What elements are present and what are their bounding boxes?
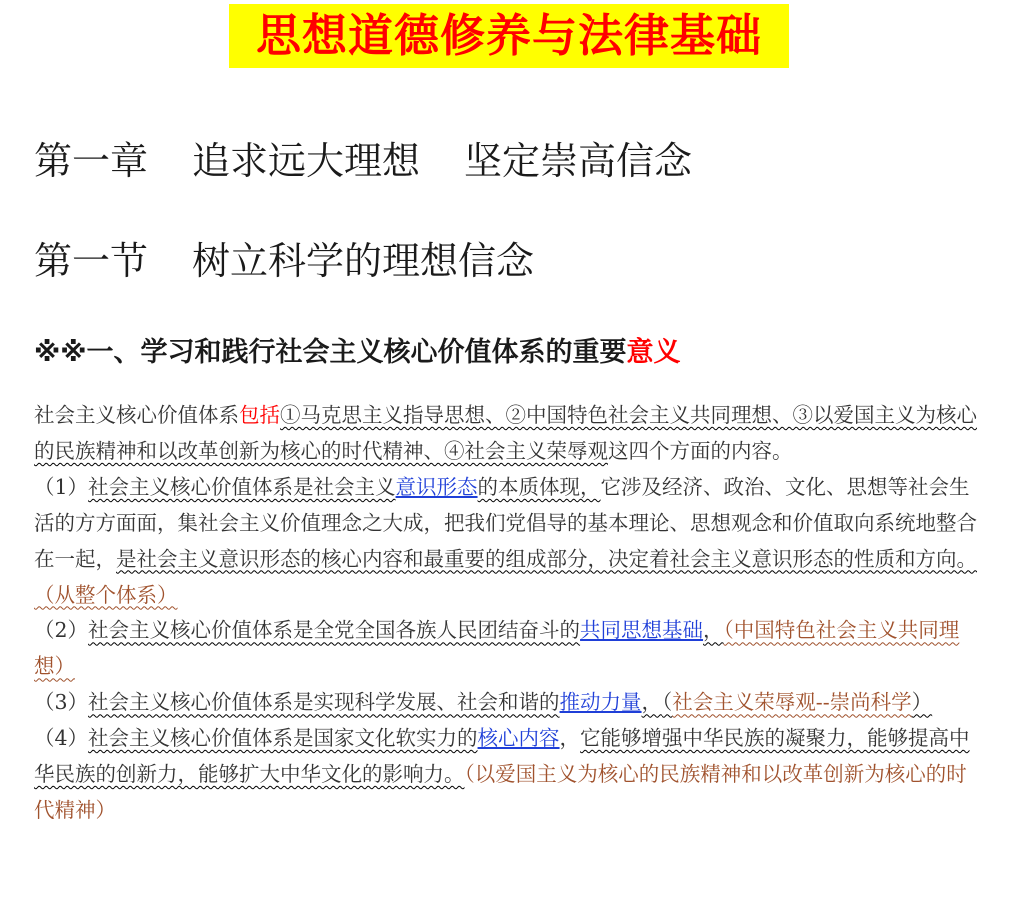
subheading bbox=[34, 333, 681, 373]
point-index: （3） bbox=[34, 690, 89, 715]
point-statement: 社会主义核心价值体系是全党全国各族人民团结奋斗的 bbox=[88, 618, 581, 643]
point-index: （4） bbox=[34, 726, 89, 751]
point-statement-end: ， bbox=[641, 690, 663, 715]
point-explanation: 它涉及经济、政治、文化、思想等社会生活的方方面面，集社会主义价值理念之大成，把我们党倡导的基本理论、思想观念和价值取向系统地整合在一起， bbox=[34, 474, 977, 571]
section-number: 第一节 bbox=[34, 239, 149, 283]
body-text bbox=[34, 398, 984, 829]
point-index: （1） bbox=[34, 474, 89, 499]
point-statement-end: 的本质体现， bbox=[477, 474, 601, 499]
point-note-close: ） bbox=[911, 690, 933, 715]
chapter-heading bbox=[34, 136, 692, 186]
chapter-number: 第一章 bbox=[34, 139, 149, 183]
point-1 bbox=[34, 470, 984, 614]
section-title: 树立科学的理想信念 bbox=[192, 239, 535, 283]
intro-verb: 包括 bbox=[239, 403, 280, 427]
point-statement: 社会主义核心价值体系是国家文化软实力的 bbox=[88, 726, 478, 751]
intro-list: ①马克思主义指导思想、②中国特色社会主义共同理想、③以爱国主义为核心的民族精神和以改革创新为核心的时代精神、④社会主义荣辱观 bbox=[34, 403, 977, 463]
point-statement-end: ， bbox=[703, 618, 724, 643]
point-4 bbox=[34, 721, 984, 829]
point-index: （2） bbox=[34, 618, 89, 643]
intro-lead: 社会主义核心价值体系 bbox=[34, 403, 239, 427]
point-key-term: 核心内容 bbox=[477, 726, 560, 751]
point-3 bbox=[34, 685, 984, 721]
point-statement: 社会主义核心价值体系是社会主义 bbox=[88, 474, 396, 499]
subheading-text: ※※一、学习和践行社会主义核心价值体系的重要 bbox=[34, 337, 627, 368]
subheading-highlight: 意义 bbox=[626, 337, 681, 368]
section-heading bbox=[34, 236, 534, 286]
point-key-term: 意识形态 bbox=[395, 474, 478, 499]
point-key-term: 推动力量 bbox=[559, 690, 642, 715]
point-statement-end: ， bbox=[559, 726, 581, 751]
point-statement: 社会主义核心价值体系是实现科学发展、社会和谐的 bbox=[88, 690, 560, 715]
chapter-title-part2: 坚定崇高信念 bbox=[464, 139, 693, 183]
point-note: （中国特色社会主义共同理想） bbox=[34, 618, 960, 679]
intro-paragraph bbox=[34, 398, 984, 470]
point-explanation: 它能够增强中华民族的凝聚力，能够提高中华民族的创新力，能够扩大中华文化的影响力。 bbox=[34, 726, 970, 787]
point-note: （以爱国主义为核心的民族精神和以改革创新为核心的时代精神） bbox=[34, 762, 967, 822]
intro-tail: 这四个方面的内容。 bbox=[608, 438, 793, 463]
point-note-open: （ bbox=[662, 690, 673, 715]
point-key-term: 共同思想基础 bbox=[580, 618, 704, 643]
point-note: 社会主义荣辱观--崇尚科学 bbox=[672, 690, 912, 715]
chapter-title-part1: 追求远大理想 bbox=[192, 139, 421, 183]
point-note: （从整个体系） bbox=[34, 582, 178, 607]
point-conclusion: 是社会主义意识形态的核心内容和最重要的组成部分，决定着社会主义意识形态的性质和方向。 bbox=[116, 546, 977, 571]
point-2 bbox=[34, 613, 984, 685]
document-title: 思想道德修养与法律基础 bbox=[229, 4, 789, 68]
